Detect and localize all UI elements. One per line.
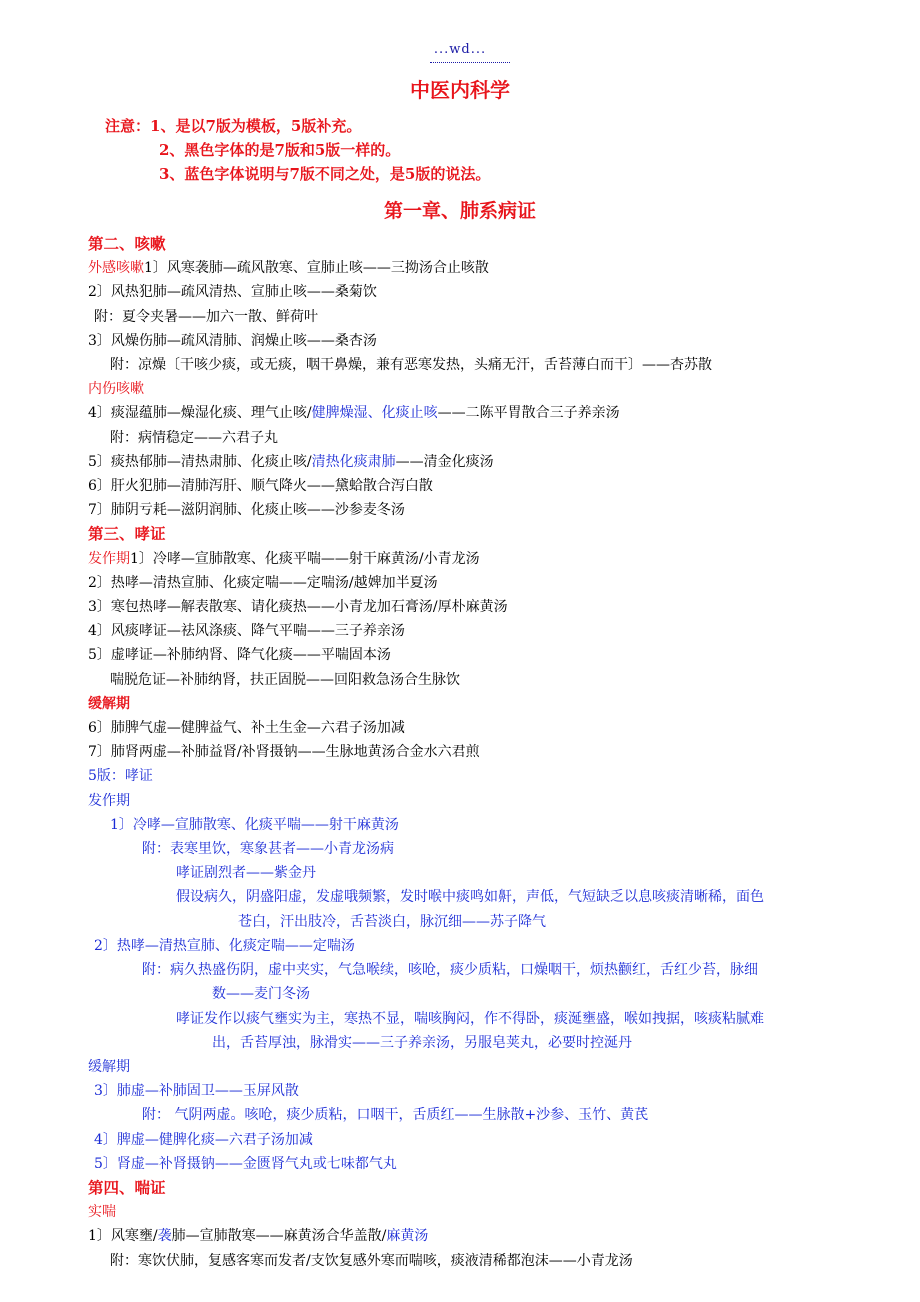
dyspnea-line-1b: 袭 bbox=[157, 1228, 172, 1245]
page-header: ...wd... bbox=[433, 42, 487, 57]
v5-line-6: 2〕热哮—清热宣肺、化痰定喘——定喘汤 bbox=[94, 937, 355, 954]
asthma-line-5: 5〕虚哮证—补肺纳肾、降气化痰——平喘固本汤 bbox=[88, 647, 391, 664]
section-heading-dyspnea: 第四、喘证 bbox=[88, 1177, 166, 1197]
external-cough-label: 外感咳嗽 bbox=[88, 260, 144, 277]
section-heading-cough: 第二、咳嗽 bbox=[88, 234, 166, 253]
cough-line-4: 3〕风燥伤肺—疏风清肺、润燥止咳——桑杏汤 bbox=[88, 332, 377, 349]
cough-line-8b: 清热化痰肃肺 bbox=[311, 453, 396, 470]
cough-line-6c: ——二陈平胃散合三子养亲汤 bbox=[437, 405, 620, 422]
asthma-line-1 bbox=[88, 547, 888, 571]
notes-block bbox=[105, 114, 490, 186]
cough-line-2: 2〕风热犯肺—疏风清热、宣肺止咳——桑菊饮 bbox=[88, 284, 377, 301]
v5-line-10: 出，舌苔厚浊，脉滑实——三子养亲汤，另服皂荚丸，必要时控涎丹 bbox=[212, 1034, 632, 1051]
dyspnea-line-1 bbox=[88, 1224, 888, 1248]
v5-asthma-label: 5版：哮证 bbox=[88, 768, 153, 785]
v5-line-5: 苍白，汗出肢冷，舌苔淡白，脉沉细——苏子降气 bbox=[238, 913, 546, 930]
asthma-line-2: 2〕热哮—清热宣肺、化痰定喘——定喘汤/越婢加半夏汤 bbox=[88, 574, 438, 591]
chapter-heading: 第一章、肺系病证 bbox=[383, 200, 536, 222]
v5-line-8: 数——麦门冬汤 bbox=[212, 986, 310, 1003]
v5-line-3: 哮证剧烈者——紫金丹 bbox=[176, 865, 316, 882]
cough-line-1-text: 1〕风寒袭肺—疏风散寒、宣肺止咳——三拗汤合止咳散 bbox=[144, 260, 489, 277]
v5-line-9: 哮证发作以痰气壅实为主，寒热不显，喘咳胸闷，作不得卧，痰涎壅盛，喉如拽据，咳痰粘腻难 bbox=[176, 1010, 764, 1027]
remission-phase-label: 缓解期 bbox=[88, 695, 130, 712]
excess-dyspnea-label: 实喘 bbox=[88, 1204, 116, 1221]
page-title: 中医内科学 bbox=[410, 78, 510, 102]
note-3: 3、蓝色字体说明与7版不同之处，是5版的说法。 bbox=[159, 165, 491, 183]
dyspnea-line-1a: 1〕风寒壅/ bbox=[88, 1228, 158, 1245]
note-2: 2、黑色字体的是7版和5版一样的。 bbox=[159, 141, 401, 159]
note-1-text: 1、是以7版为模板，5版补充。 bbox=[150, 117, 362, 135]
v5-line-11: 3〕肺虚—补肺固卫——玉屏风散 bbox=[94, 1083, 299, 1100]
cough-line-6 bbox=[88, 401, 888, 425]
cough-line-1 bbox=[88, 256, 888, 280]
cough-line-6a: 4〕痰湿蕴肺—燥湿化痰、理气止咳/ bbox=[88, 405, 312, 422]
asthma-line-1-text: 1〕冷哮—宣肺散寒、化痰平喘——射干麻黄汤/小青龙汤 bbox=[130, 550, 480, 567]
v5-attack-label: 发作期 bbox=[88, 792, 130, 809]
note-1 bbox=[105, 114, 490, 138]
dyspnea-line-1c: 肺—宣肺散寒——麻黄汤合华盖散/ bbox=[171, 1228, 387, 1245]
cough-line-8a: 5〕痰热郁肺—清热肃肺、化痰止咳/ bbox=[88, 453, 312, 470]
cough-line-5: 附：凉燥〔干咳少痰，或无痰，咽干鼻燥，兼有恶寒发热，头痛无汗，舌苔薄白而干〕——杏苏散 bbox=[110, 357, 712, 374]
cough-line-7: 附：病情稳定——六君子丸 bbox=[110, 429, 278, 446]
cough-line-3: 附：夏令夹暑——加六一散、鲜荷叶 bbox=[94, 308, 318, 325]
attack-phase-label: 发作期 bbox=[88, 550, 130, 567]
internal-cough-label: 内伤咳嗽 bbox=[88, 381, 144, 398]
v5-remission-label: 缓解期 bbox=[88, 1058, 130, 1075]
v5-line-14: 5〕肾虚—补肾摄钠——金匮肾气丸或七味都气丸 bbox=[94, 1155, 397, 1172]
v5-line-4: 假设病久，阴盛阳虚，发虚哦频繁，发时喉中痰鸣如鼾，声低，气短缺乏以息咳痰清晰稀，面色 bbox=[176, 889, 764, 906]
cough-line-9: 6〕肝火犯肺—清肺泻肝、顺气降火——黛蛤散合泻白散 bbox=[88, 478, 433, 495]
dyspnea-line-1d: 麻黄汤 bbox=[386, 1228, 429, 1245]
cough-line-10: 7〕肺阴亏耗—滋阴润肺、化痰止咳——沙参麦冬汤 bbox=[88, 502, 405, 519]
dyspnea-line-2: 附：寒饮伏肺，复感客寒而发者/支饮复感外寒而喘咳，痰液清稀都泡沫——小青龙汤 bbox=[110, 1252, 633, 1269]
section-heading-asthma: 第三、哮证 bbox=[88, 524, 166, 544]
cough-line-8 bbox=[88, 450, 888, 474]
v5-line-1: 1〕冷哮—宣肺散寒、化痰平喘——射干麻黄汤 bbox=[110, 816, 399, 833]
asthma-line-8: 7〕肺肾两虚—补肺益肾/补肾摄钠——生脉地黄汤合金水六君煎 bbox=[88, 744, 480, 761]
v5-line-2: 附：表寒里饮，寒象甚者——小青龙汤病 bbox=[142, 841, 394, 858]
v5-line-7: 附：病久热盛伤阴，虚中夹实，气急喉续，咳呛，痰少质粘，口燥咽干，烦热颧红，舌红少苔，脉细 bbox=[142, 962, 758, 979]
content-body bbox=[88, 232, 888, 1273]
cough-line-6b: 健脾燥湿、化痰止咳 bbox=[311, 405, 438, 422]
asthma-line-3: 3〕寒包热哮—解表散寒、请化痰热——小青龙加石膏汤/厚朴麻黄汤 bbox=[88, 599, 508, 616]
v5-line-13: 4〕脾虚—健脾化痰—六君子汤加减 bbox=[94, 1131, 313, 1148]
asthma-line-7: 6〕肺脾气虚—健脾益气、补土生金—六君子汤加减 bbox=[88, 720, 405, 737]
asthma-line-4: 4〕风痰哮证—祛风涤痰、降气平喘——三子养亲汤 bbox=[88, 623, 405, 640]
asthma-line-6: 喘脱危证—补肺纳肾，扶正固脱——回阳救急汤合生脉饮 bbox=[110, 671, 460, 688]
v5-line-12: 附： 气阴两虚。咳呛，痰少质粘，口咽干，舌质红——生脉散+沙参、玉竹、黄芪 bbox=[142, 1107, 649, 1124]
header-rule bbox=[430, 62, 510, 63]
cough-line-8c: ——清金化痰汤 bbox=[395, 453, 494, 470]
note-label: 注意： bbox=[105, 117, 151, 135]
